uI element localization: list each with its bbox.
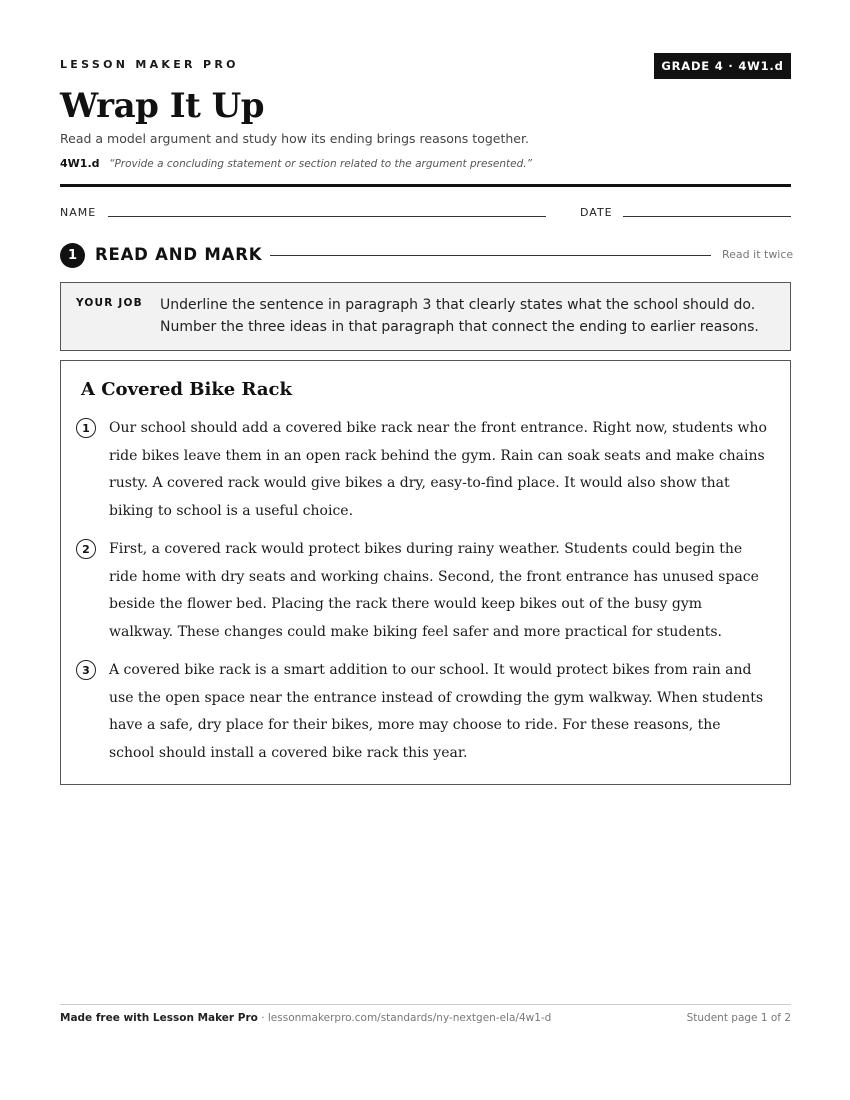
footer-credit	[60, 1012, 551, 1024]
section-title: READ AND MARK	[95, 245, 263, 264]
grade-badge: GRADE 4 · 4W1.d	[654, 53, 791, 79]
paragraph-number: 1	[76, 418, 96, 438]
standard-line	[60, 157, 532, 170]
paragraph-text[interactable]: A covered bike rack is a smart addition to our school. It would protect bikes from rain and use the open space near the entrance instead of crowding the gym walkway. When students have a safe, dry place for their bikes, more may choose to ride. For these reasons, the school should install a covered bike rack this year.	[109, 662, 764, 761]
page-subtitle: Read a model argument and study how its ending brings reasons together.	[60, 131, 529, 146]
standard-code: 4W1.d	[60, 157, 100, 170]
footer-made: Made free with Lesson Maker Pro	[60, 1012, 258, 1024]
footer-divider	[60, 1004, 791, 1005]
paragraph-number: 3	[76, 660, 96, 680]
page-title: Wrap It Up	[60, 86, 265, 126]
standard-text: “Provide a concluding statement or section related to the argument presented.”	[109, 158, 533, 170]
brand-name: LESSON MAKER PRO	[60, 58, 239, 71]
header-divider	[60, 184, 791, 187]
date-label: DATE	[580, 206, 613, 219]
your-job-label: YOUR JOB	[76, 297, 143, 309]
passage-box	[60, 360, 791, 785]
footer-page-number: Student page 1 of 2	[686, 1012, 791, 1024]
section-divider	[270, 255, 711, 256]
paragraph-text[interactable]: Our school should add a covered bike rack near the front entrance. Right now, students who ride bikes leave them in an open rack behind the gym. Rain can soak seats and make chains rusty. A covered rack would give bikes a dry, easy-to-find place. It would also show that biking to school is a useful choice.	[109, 420, 767, 519]
passage-title: A Covered Bike Rack	[81, 379, 292, 400]
footer-url[interactable]: · lessonmakerpro.com/standards/ny-nextgen-ela/4w1-d	[261, 1012, 552, 1024]
name-label: NAME	[60, 206, 97, 219]
your-job-text: Underline the sentence in paragraph 3 that clearly states what the school should do. Number the three ideas in that paragraph that connect the ending to earlier reasons.	[160, 297, 759, 335]
name-field[interactable]	[108, 216, 546, 217]
section-note: Read it twice	[722, 248, 794, 261]
your-job-box	[60, 282, 791, 351]
paragraph-number: 2	[76, 539, 96, 559]
section-number-badge: 1	[60, 243, 85, 268]
paragraph-text[interactable]: First, a covered rack would protect bikes during rainy weather. Students could begin the ride home with dry seats and working chains. Second, the front entrance has unused space beside the flower bed. Placing the rack there would keep bikes out of the busy gym walkway. These changes could make biking feel safer and more practical for students.	[109, 541, 759, 640]
date-field[interactable]	[623, 216, 791, 217]
